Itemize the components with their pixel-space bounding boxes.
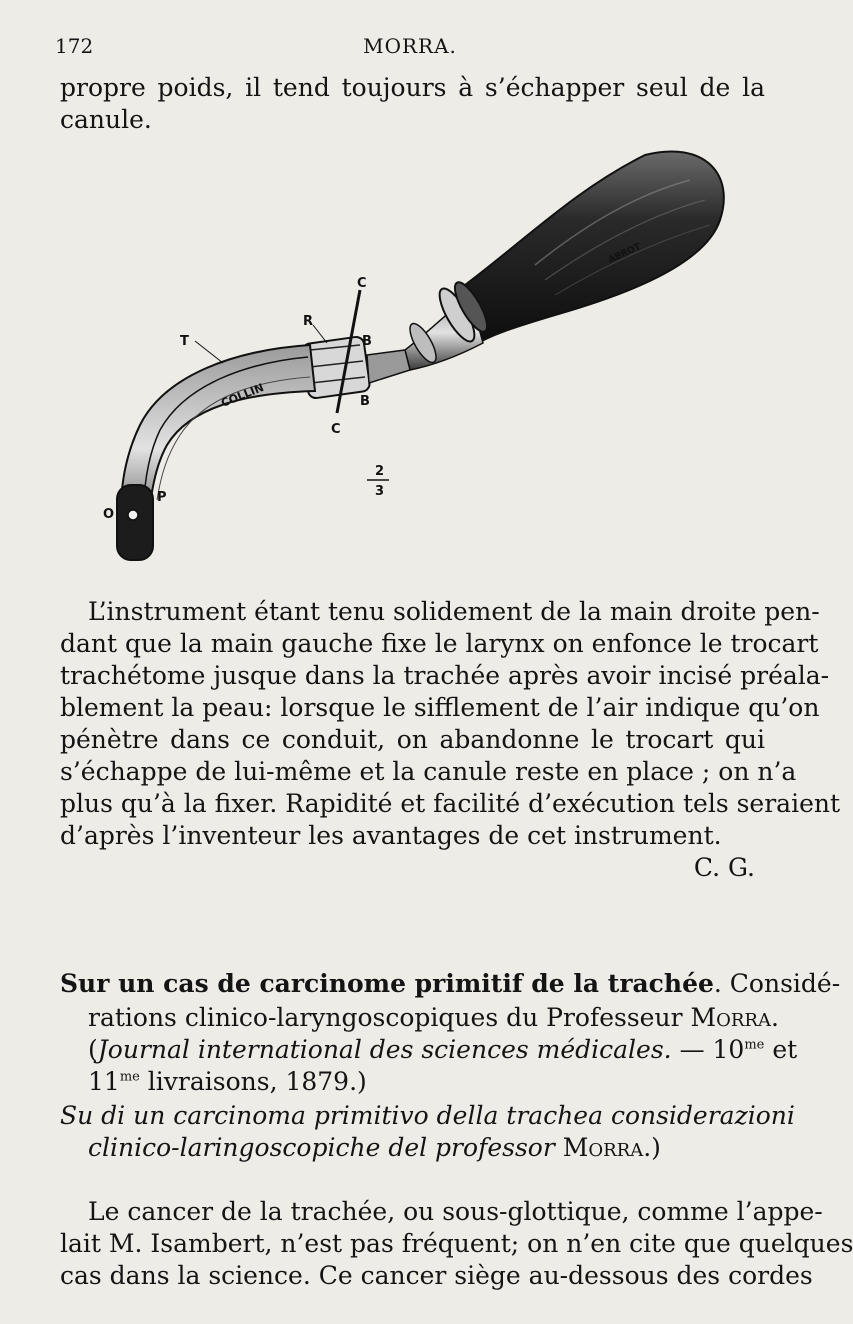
label-t: T bbox=[180, 334, 189, 349]
handle bbox=[465, 151, 724, 345]
signature: C. G. bbox=[693, 853, 755, 882]
article-journal-line: (Journal international des sciences médicales. — $10^{me}$ et bbox=[88, 1035, 798, 1064]
para1-line: L’instrument étant tenu solidement de la main droite pen- bbox=[88, 597, 820, 626]
article-title-line: Sur un cas de carcinome primitif de la trachée. Considé- bbox=[60, 969, 841, 998]
intro-line: propre poids, il tend toujours à s’échapper seul de la bbox=[60, 73, 765, 102]
cannula bbox=[117, 345, 315, 560]
para1-line: blement la peau: lorsque le sifflement de l’air indique qu’on bbox=[60, 693, 820, 722]
para1-line: d’après l’inventeur les avantages de cet instrument. bbox=[60, 821, 722, 850]
para1-line: plus qu’à la fixer. Rapidité et facilité d’exécution tels seraient bbox=[60, 789, 841, 818]
article-title: Sur un cas de carcinome primitif de la trachée bbox=[60, 969, 714, 998]
page-number: 172 bbox=[55, 34, 94, 58]
para2-line: cas dans la science. Ce cancer siège au-dessous des cordes bbox=[60, 1261, 813, 1290]
para2-line: lait M. Isambert, n’est pas fréquent; on n’en cite que quelques bbox=[60, 1229, 853, 1258]
label-c-bottom: C bbox=[331, 422, 341, 437]
brand-mark: COLLIN bbox=[219, 380, 266, 410]
running-head: MORRA. bbox=[363, 34, 457, 58]
trocart-illustration bbox=[105, 145, 735, 570]
italian-author: Morra bbox=[562, 1133, 644, 1162]
para1-line: pénètre dans ce conduit, on abandonne le trocart qui bbox=[60, 725, 765, 754]
scale-denominator: 3 bbox=[375, 484, 385, 499]
label-p: P bbox=[157, 490, 167, 505]
scale-numerator: 2 bbox=[375, 464, 385, 479]
italian-title-line: Su di un carcinoma primitivo della trachea considerazioni bbox=[60, 1101, 795, 1130]
article-issue-line: $11^{me}$ livraisons, 1879.) bbox=[88, 1067, 367, 1096]
label-o: O bbox=[103, 507, 115, 522]
instrument-figure bbox=[105, 145, 735, 570]
collar bbox=[302, 336, 410, 399]
label-r: R bbox=[303, 314, 314, 329]
para1-line: trachétome jusque dans la trachée après avoir incisé préala- bbox=[60, 661, 830, 690]
para2-line: Le cancer de la trachée, ou sous-glottique, comme l’appe- bbox=[88, 1197, 823, 1226]
page-header bbox=[55, 30, 765, 60]
article-line-2: rations clinico-laryngoscopiques du Professeur Morra. bbox=[88, 1003, 779, 1032]
journal-name: Journal international des sciences médicales. bbox=[97, 1035, 672, 1064]
maker-mark: ABROT bbox=[607, 242, 643, 266]
italian-title-line-2: clinico-laringoscopiche del professor Morra.) bbox=[88, 1133, 661, 1162]
intro-line: canule. bbox=[60, 105, 152, 134]
label-c-top: C bbox=[357, 276, 367, 291]
label-b-top: B bbox=[362, 334, 372, 349]
article-author: Morra bbox=[690, 1003, 771, 1032]
para1-line: s’échappe de lui-même et la canule reste en place ; on n’a bbox=[60, 757, 797, 786]
para1-line: dant que la main gauche fixe le larynx on enfonce le trocart bbox=[60, 629, 819, 658]
label-b-bottom: B bbox=[360, 394, 370, 409]
